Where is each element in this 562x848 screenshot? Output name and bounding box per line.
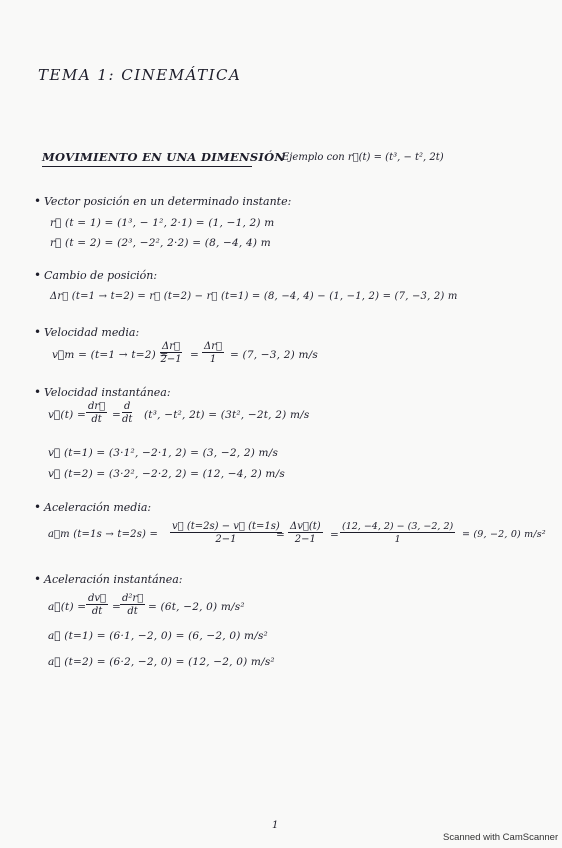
inst-velocity-rhs: (t³, −t², 2t) = (3t², −2t, 2) m/s bbox=[144, 409, 310, 421]
avg-accel-fraction-2 bbox=[288, 521, 323, 545]
bullet-icon: • bbox=[34, 325, 42, 339]
fraction-numerator: Δr⃗ bbox=[162, 341, 181, 352]
fraction-numerator: (12, −4, 2) − (3, −2, 2) bbox=[342, 521, 454, 532]
avg-accel-result: = (9, −2, 0) m/s² bbox=[462, 529, 546, 540]
section-underline bbox=[42, 166, 252, 167]
fraction-numerator: v⃗ (t=2s) − v⃗ (t=1s) bbox=[172, 521, 280, 532]
inst-accel-rhs: = (6t, −2, 0) m/s² bbox=[148, 601, 245, 613]
fraction-denominator: 1 bbox=[209, 354, 217, 365]
displacement-heading: Cambio de posición: bbox=[44, 269, 158, 282]
avg-velocity-heading: Velocidad media: bbox=[44, 326, 140, 339]
bullet-icon: • bbox=[34, 194, 42, 208]
position-heading: Vector posición en un determinado instante: bbox=[44, 195, 292, 208]
fraction-denominator: dt bbox=[91, 606, 103, 617]
equals-sign: = bbox=[330, 529, 339, 541]
inst-velocity-fraction-2 bbox=[122, 401, 132, 425]
displacement-line: Δr⃗ (t=1 → t=2) = r⃗ (t=2) − r⃗ (t=1) = (8, −4, 4) − (1, −1, 2) = (7, −3, 2) m bbox=[50, 291, 458, 302]
fraction-numerator: d²r⃗ bbox=[122, 593, 144, 604]
inst-velocity-lhs: v⃗(t) = bbox=[48, 409, 86, 421]
equals-sign: = bbox=[112, 601, 121, 613]
page-number: 1 bbox=[272, 820, 279, 831]
scanner-watermark: Scanned with CamScanner bbox=[443, 832, 559, 843]
bullet-icon: • bbox=[34, 572, 42, 586]
bullet-icon: • bbox=[34, 385, 42, 399]
fraction-denominator: dt bbox=[91, 414, 102, 425]
fraction-denominator: dt bbox=[122, 414, 133, 425]
fraction-denominator: 1 bbox=[394, 534, 401, 545]
section-title: MOVIMIENTO EN UNA DIMENSIÓN bbox=[42, 150, 286, 164]
avg-accel-fraction-1 bbox=[170, 521, 282, 545]
bullet-icon: • bbox=[34, 500, 42, 514]
inst-accel-heading: Aceleración instantánea: bbox=[44, 573, 183, 586]
example-statement: Ejemplo con r⃗(t) = (t³, − t², 2t) bbox=[282, 152, 444, 163]
avg-accel-lhs: a⃗m (t=1s → t=2s) = bbox=[48, 529, 159, 540]
inst-accel-line-3: a⃗ (t=2) = (6·2, −2, 0) = (12, −2, 0) m/s² bbox=[48, 656, 275, 668]
page-title: TEMA 1: CINEMÁTICA bbox=[38, 66, 242, 84]
fraction-numerator: dr⃗ bbox=[88, 401, 106, 412]
fraction-numerator: Δv⃗(t) bbox=[290, 521, 321, 532]
avg-velocity-result: = (7, −3, 2) m/s bbox=[230, 349, 318, 361]
avg-accel-fraction-3 bbox=[340, 521, 455, 545]
fraction-numerator: Δr⃗ bbox=[204, 341, 223, 352]
avg-velocity-fraction-2 bbox=[202, 341, 224, 365]
fraction-denominator: 2−1 bbox=[215, 534, 237, 545]
avg-velocity-fraction-1 bbox=[160, 341, 182, 365]
inst-accel-fraction-2 bbox=[120, 593, 145, 617]
inst-accel-lhs: a⃗(t) = bbox=[48, 601, 87, 613]
equals-sign: = bbox=[190, 349, 199, 361]
position-line-1: r⃗ (t = 1) = (1³, − 1², 2·1) = (1, −1, 2) m bbox=[50, 217, 275, 229]
fraction-denominator: dt bbox=[127, 606, 138, 617]
fraction-numerator: d bbox=[122, 401, 132, 413]
inst-velocity-fraction-1 bbox=[86, 401, 107, 425]
inst-velocity-heading: Velocidad instantánea: bbox=[44, 386, 171, 399]
bullet-icon: • bbox=[34, 268, 42, 282]
avg-velocity-lhs: v⃗m = (t=1 → t=2) = bbox=[52, 349, 169, 361]
equals-sign: = bbox=[276, 529, 285, 541]
fraction-numerator: dv⃗ bbox=[88, 593, 107, 604]
inst-accel-line-2: a⃗ (t=1) = (6·1, −2, 0) = (6, −2, 0) m/s² bbox=[48, 630, 268, 642]
fraction-denominator: 2−1 bbox=[294, 534, 316, 545]
inst-velocity-line-3: v⃗ (t=2) = (3·2², −2·2, 2) = (12, −4, 2) m/s bbox=[48, 468, 285, 480]
position-line-2: r⃗ (t = 2) = (2³, −2², 2·2) = (8, −4, 4) m bbox=[50, 237, 271, 249]
avg-accel-heading: Aceleración media: bbox=[44, 501, 152, 514]
fraction-denominator: 2−1 bbox=[160, 354, 182, 365]
equals-sign: = bbox=[112, 409, 121, 421]
inst-accel-fraction-1 bbox=[86, 593, 108, 617]
inst-velocity-line-2: v⃗ (t=1) = (3·1², −2·1, 2) = (3, −2, 2) m/s bbox=[48, 447, 279, 459]
